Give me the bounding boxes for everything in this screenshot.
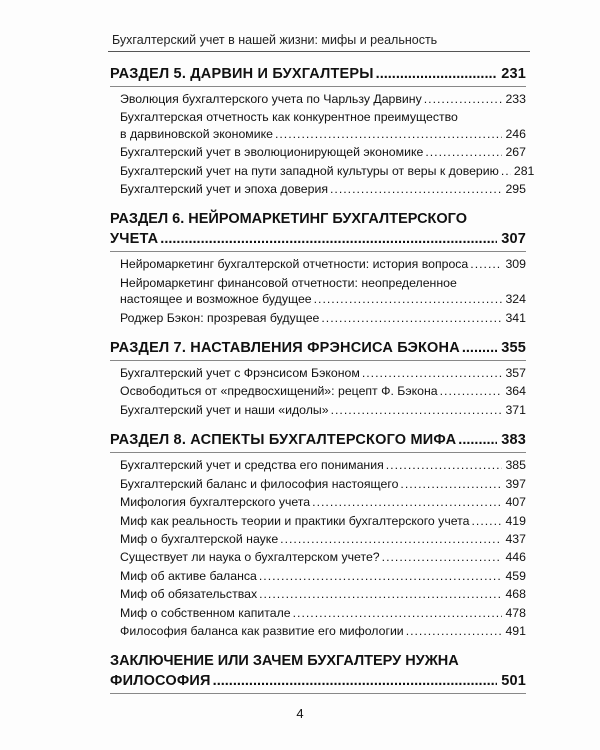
entry-title: Бухгалтерский учет на пути западной культуры от веры к доверию bbox=[120, 163, 499, 178]
entry-page: 407 bbox=[505, 495, 526, 510]
toc-entry[interactable] bbox=[120, 402, 526, 418]
section-title: РАЗДЕЛ 5. ДАРВИН И БУХГАЛТЕРЫ bbox=[110, 66, 374, 82]
dot-leader bbox=[458, 430, 497, 450]
conclusion-heading[interactable] bbox=[110, 651, 526, 691]
toc-entry[interactable] bbox=[120, 109, 526, 142]
toc-entry[interactable] bbox=[120, 605, 526, 621]
dot-leader bbox=[275, 126, 503, 142]
toc-entry[interactable] bbox=[120, 275, 526, 308]
entry-page: 491 bbox=[505, 623, 526, 638]
entry-page: 419 bbox=[505, 513, 526, 528]
dot-leader bbox=[472, 513, 503, 529]
entry-page: 246 bbox=[505, 126, 526, 141]
toc-entry[interactable] bbox=[120, 91, 526, 107]
toc-entry[interactable] bbox=[120, 310, 526, 326]
entry-page: 459 bbox=[505, 568, 526, 583]
entry-title: Бухгалтерский учет в эволюционирующей экономике bbox=[120, 145, 424, 160]
toc-entry[interactable] bbox=[120, 549, 526, 565]
section-rule bbox=[110, 86, 526, 87]
section-rule bbox=[110, 251, 526, 252]
section-title: РАЗДЕЛ 7. НАСТАВЛЕНИЯ ФРЭНСИСА БЭКОНА bbox=[110, 340, 460, 357]
entry-title-line1: Бухгалтерская отчетность как конкурентное преимущество bbox=[120, 110, 458, 125]
dot-leader bbox=[259, 568, 503, 584]
entry-title: Бухгалтерский учет и средства его понимания bbox=[120, 458, 384, 473]
entry-page: 309 bbox=[505, 257, 526, 272]
toc-entry[interactable] bbox=[120, 144, 526, 160]
section-heading[interactable] bbox=[110, 338, 526, 358]
section-heading[interactable] bbox=[110, 64, 526, 84]
entry-page: 397 bbox=[505, 476, 526, 491]
toc-entry[interactable] bbox=[120, 457, 526, 473]
dot-leader bbox=[501, 163, 511, 179]
toc-entry[interactable] bbox=[120, 494, 526, 510]
toc-section-8 bbox=[110, 430, 526, 639]
toc-entry[interactable] bbox=[120, 256, 526, 272]
dot-leader bbox=[400, 476, 502, 492]
entry-page: 357 bbox=[505, 366, 526, 381]
toc-entry[interactable] bbox=[120, 163, 535, 179]
entry-title: Миф о бухгалтерской науке bbox=[120, 531, 279, 546]
conclusion-title-line1: ЗАКЛЮЧЕНИЕ ИЛИ ЗАЧЕМ БУХГАЛТЕРУ НУЖНА bbox=[110, 653, 459, 670]
entry-title: Миф о собственном капитале bbox=[120, 605, 291, 620]
dot-leader bbox=[362, 365, 503, 381]
entry-page: 446 bbox=[505, 550, 526, 565]
toc-section-5 bbox=[110, 64, 535, 197]
toc-entry[interactable] bbox=[120, 623, 526, 639]
entry-title: Бухгалтерский баланс и философия настоящего bbox=[120, 476, 399, 491]
header-rule bbox=[108, 51, 530, 52]
dot-leader bbox=[330, 181, 502, 197]
dot-leader bbox=[382, 549, 503, 565]
entry-page: 281 bbox=[513, 163, 535, 178]
dot-leader bbox=[376, 64, 498, 84]
conclusion-title: ФИЛОСОФИЯ bbox=[110, 673, 211, 690]
entry-page: 364 bbox=[505, 384, 526, 399]
section-heading[interactable] bbox=[110, 209, 526, 249]
entry-title: Миф как реальность теории и практики бухгалтерского учета bbox=[120, 513, 470, 528]
toc-entry[interactable] bbox=[120, 513, 526, 529]
dot-leader bbox=[213, 671, 498, 691]
section-rule bbox=[110, 693, 526, 694]
section-title: УЧЕТА bbox=[110, 231, 159, 248]
entry-page: 385 bbox=[505, 458, 526, 473]
entry-title: Философия баланса как развитие его мифологии bbox=[120, 623, 404, 638]
toc-entry[interactable] bbox=[120, 383, 526, 399]
dot-leader bbox=[470, 256, 502, 272]
entry-title-line1: Нейромаркетинг финансовой отчетности: неопределенное bbox=[120, 275, 457, 290]
entry-page: 295 bbox=[505, 182, 526, 197]
dot-leader bbox=[462, 338, 497, 358]
entry-title: Бухгалтерский учет и наши «идолы» bbox=[120, 402, 329, 417]
section-heading[interactable] bbox=[110, 430, 526, 450]
entry-page: 324 bbox=[505, 292, 526, 307]
conclusion-page: 501 bbox=[501, 673, 526, 690]
entry-title: Миф об обязательствах bbox=[120, 587, 258, 602]
section-page: 231 bbox=[501, 66, 526, 82]
dot-leader bbox=[312, 494, 502, 510]
entry-title: Бухгалтерский учет с Фрэнсисом Бэконом bbox=[120, 366, 360, 381]
entry-title: настоящее и возможное будущее bbox=[120, 292, 312, 307]
toc-entry[interactable] bbox=[120, 531, 526, 547]
toc-entry[interactable] bbox=[120, 586, 526, 602]
entry-page: 371 bbox=[505, 402, 526, 417]
dot-leader bbox=[280, 531, 502, 547]
dot-leader bbox=[406, 623, 503, 639]
entry-title: Эволюция бухгалтерского учета по Чарльзу Дарвину bbox=[120, 92, 422, 106]
section-page: 307 bbox=[501, 231, 526, 248]
entry-page: 267 bbox=[505, 145, 526, 160]
entry-title: Роджер Бэкон: прозревая будущее bbox=[120, 310, 320, 325]
dot-leader bbox=[425, 144, 502, 160]
dot-leader bbox=[259, 586, 502, 602]
entry-title: Нейромаркетинг бухгалтерской отчетности: история вопроса bbox=[120, 257, 469, 272]
page-number: 4 bbox=[296, 706, 304, 721]
section-page: 355 bbox=[501, 340, 526, 357]
section-page: 383 bbox=[501, 432, 526, 449]
dot-leader bbox=[314, 291, 503, 307]
toc-entry[interactable] bbox=[120, 365, 526, 381]
section-title-line1: РАЗДЕЛ 6. НЕЙРОМАРКЕТИНГ БУХГАЛТЕРСКОГО bbox=[110, 211, 467, 228]
entry-title: Существует ли наука о бухгалтерском учете? bbox=[120, 550, 380, 565]
table-of-contents bbox=[110, 64, 535, 706]
toc-entry[interactable] bbox=[120, 476, 526, 492]
dot-leader bbox=[293, 605, 503, 621]
toc-entry[interactable] bbox=[120, 568, 526, 584]
entry-page: 233 bbox=[505, 92, 526, 106]
dot-leader bbox=[424, 91, 503, 107]
entry-title: Миф об активе баланса bbox=[120, 568, 257, 583]
section-title: РАЗДЕЛ 8. АСПЕКТЫ БУХГАЛТЕРСКОГО МИФА bbox=[110, 432, 457, 449]
toc-entry[interactable] bbox=[120, 181, 526, 197]
toc-conclusion bbox=[110, 651, 526, 694]
dot-leader bbox=[321, 310, 502, 326]
dot-leader bbox=[440, 383, 503, 399]
entry-page: 478 bbox=[505, 605, 526, 620]
dot-leader bbox=[331, 402, 503, 418]
toc-section-7 bbox=[110, 338, 526, 418]
section-rule bbox=[110, 360, 526, 361]
entry-page: 437 bbox=[505, 531, 526, 546]
dot-leader bbox=[160, 229, 497, 249]
entry-page: 341 bbox=[505, 310, 526, 325]
dot-leader bbox=[386, 457, 503, 473]
entry-title: Освободиться от «предвосхищений»: рецепт Ф. Бэкона bbox=[120, 384, 438, 399]
toc-section-6 bbox=[110, 209, 526, 326]
entry-title: в дарвиновской экономике bbox=[120, 126, 273, 141]
entry-title: Мифология бухгалтерского учета bbox=[120, 495, 311, 510]
running-header: Бухгалтерский учет в нашей жизни: мифы и реальность bbox=[112, 33, 438, 47]
entry-title: Бухгалтерский учет и эпоха доверия bbox=[120, 182, 329, 197]
section-rule bbox=[110, 452, 526, 453]
entry-page: 468 bbox=[505, 587, 526, 602]
